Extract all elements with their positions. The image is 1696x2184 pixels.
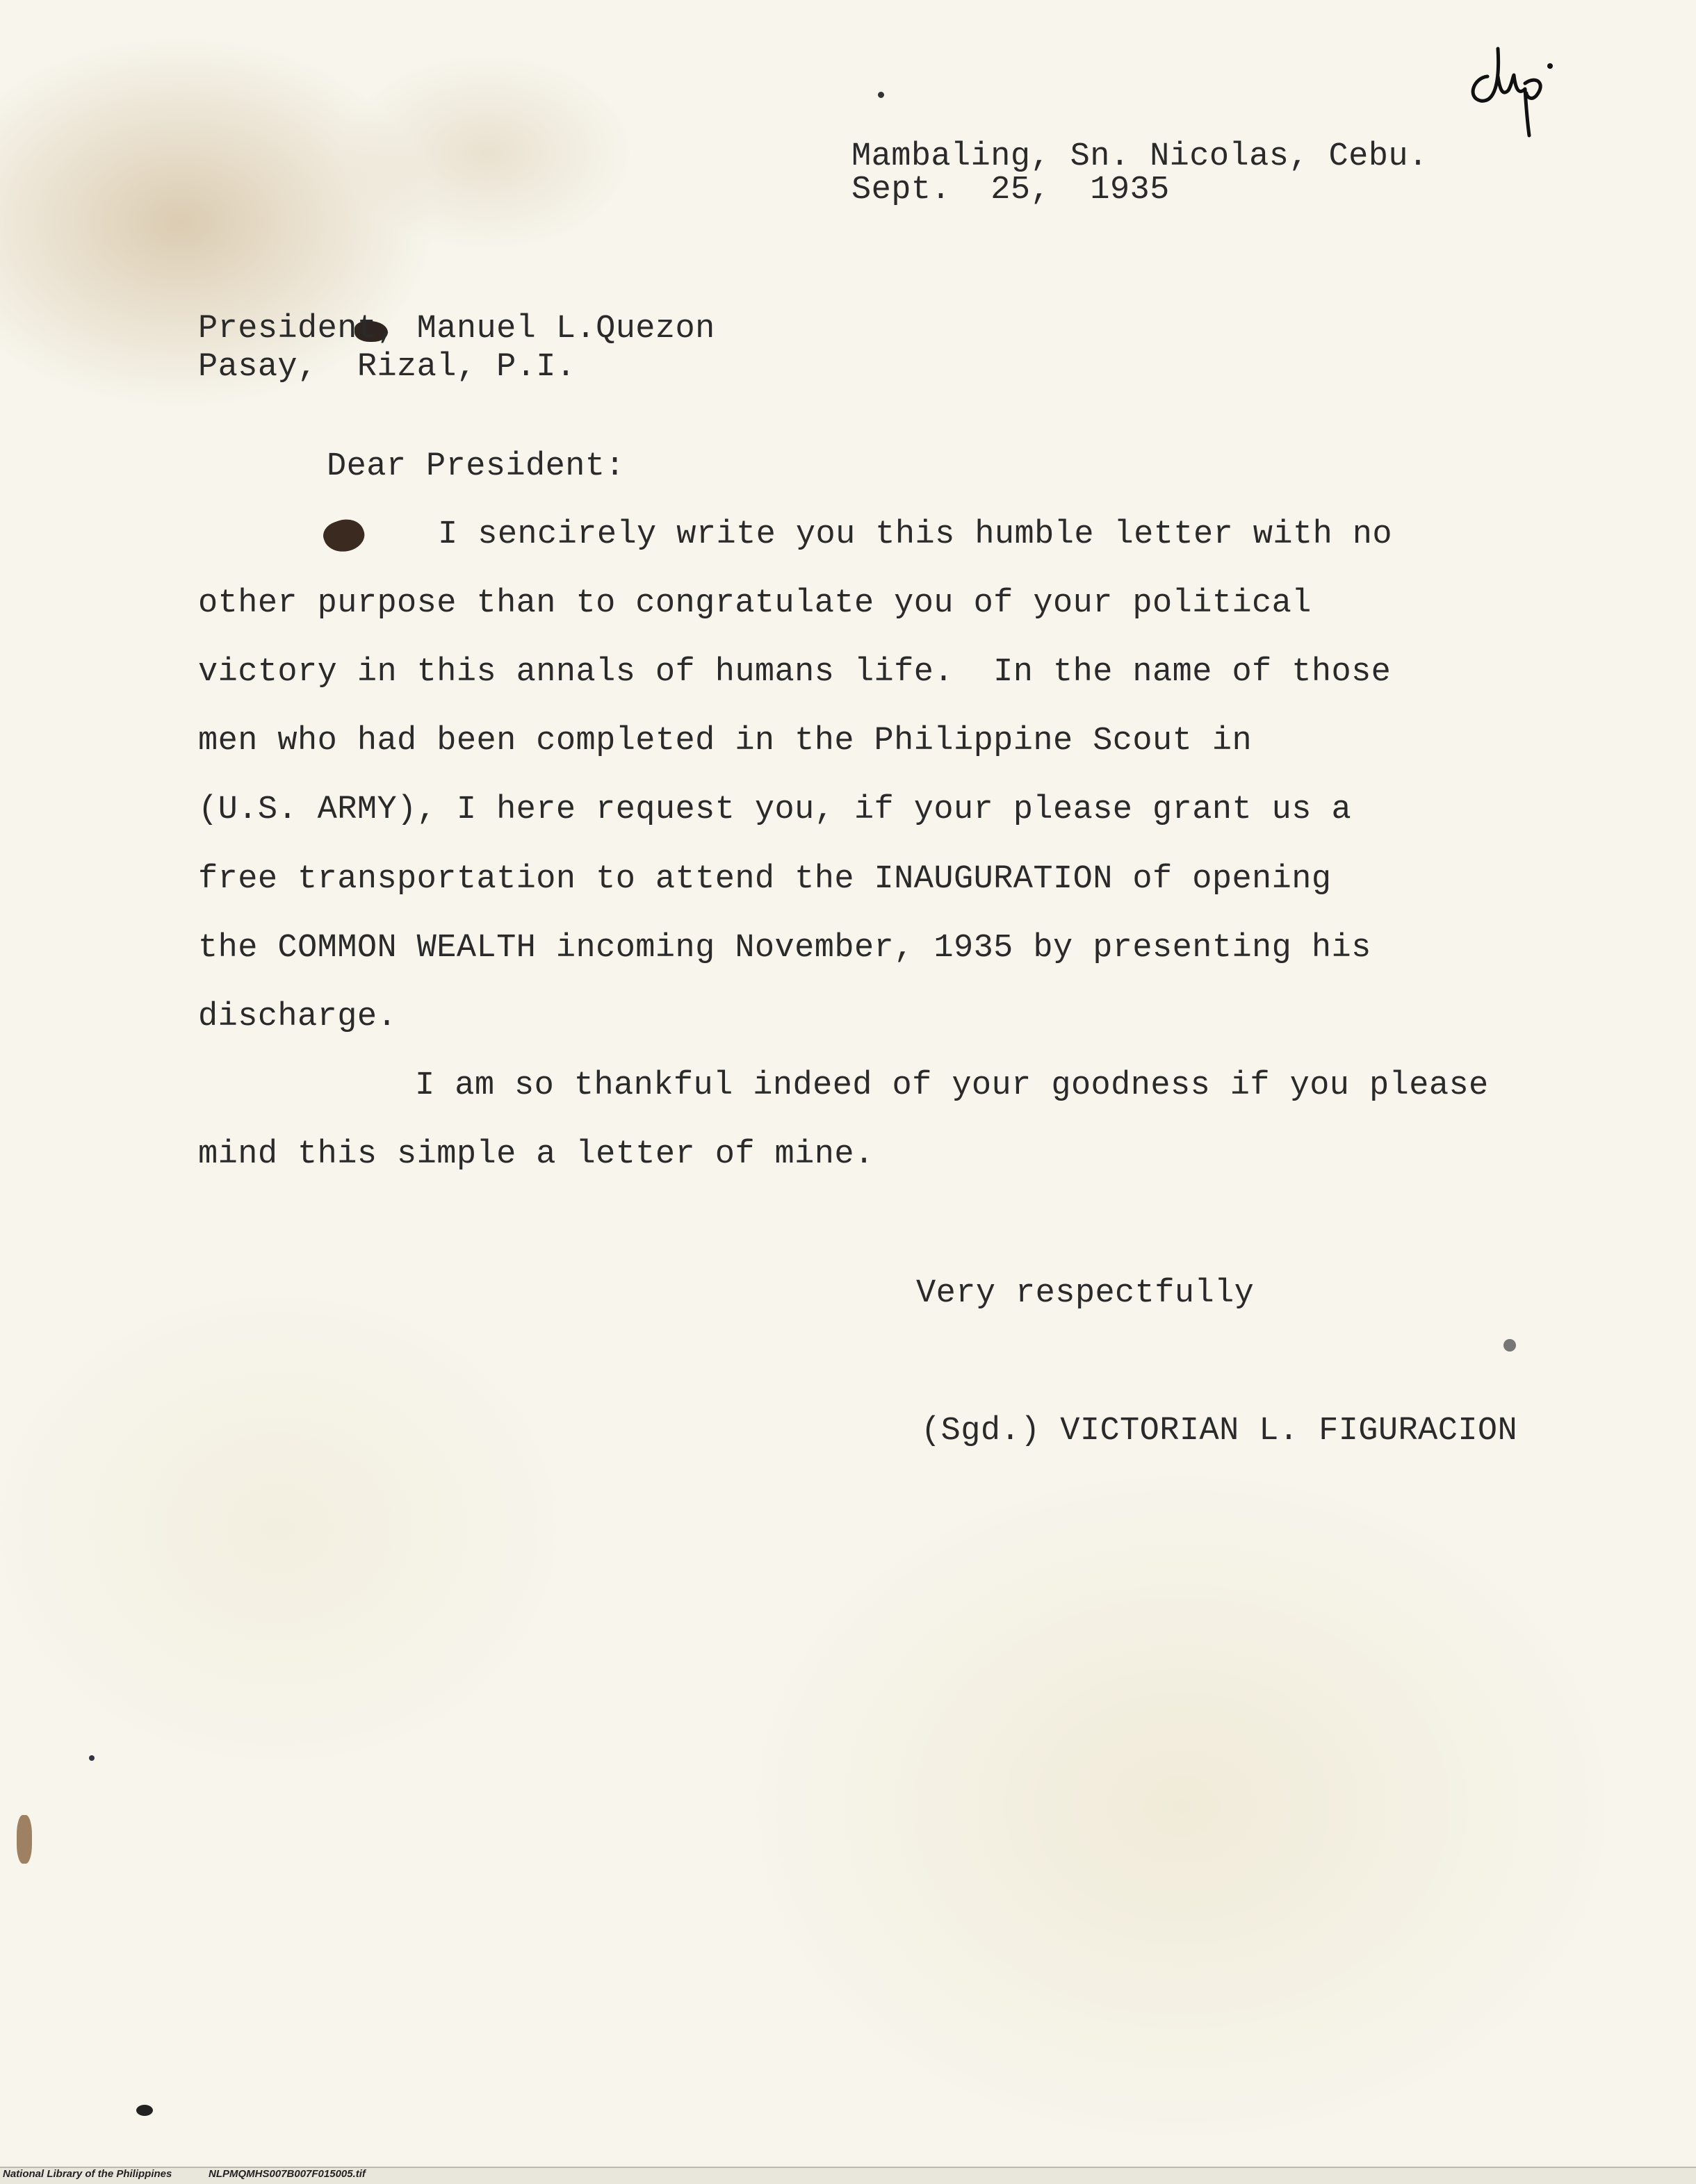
date-line: Sept. 25, 1935 — [851, 172, 1170, 208]
body-line: victory in this annals of humans life. In the name of those — [198, 654, 1392, 691]
speck — [136, 2105, 153, 2116]
speck — [89, 1755, 95, 1761]
archive-name: National Library of the Philippines — [3, 2168, 172, 2180]
file-id: NLPMQMHS007B007F015005.tif — [209, 2168, 366, 2180]
body-line: other purpose than to congratulate you of your political — [198, 585, 1312, 622]
body-line: free transportation to attend the INAUGURATION of opening — [198, 861, 1332, 898]
handwritten-annotation — [1460, 35, 1557, 139]
recipient-line-1: President, Manuel L.Quezon — [198, 311, 715, 347]
salutation: Dear President: — [327, 448, 626, 485]
body-line: (U.S. ARMY), I here request you, if your please grant us a — [198, 791, 1352, 828]
speck — [878, 92, 884, 98]
recipient-line-2: Pasay, Rizal, P.I. — [198, 349, 576, 386]
closing: Very respectfully — [916, 1275, 1255, 1312]
body-line: I sencirely write you this humble letter with no — [438, 516, 1393, 553]
body-line: men who had been completed in the Philippine Scout in — [198, 723, 1253, 760]
stain — [17, 1815, 32, 1864]
address-line: Mambaling, Sn. Nicolas, Cebu. — [851, 138, 1428, 175]
speck — [1503, 1339, 1516, 1352]
body-line: the COMMON WEALTH incoming November, 1935 by presenting his — [198, 930, 1371, 967]
body-line: mind this simple a letter of mine. — [198, 1136, 874, 1173]
signature: (Sgd.) VICTORIAN L. FIGURACION — [921, 1413, 1518, 1450]
body-line: I am so thankful indeed of your goodness if you please — [415, 1067, 1489, 1104]
body-line: discharge. — [198, 999, 398, 1035]
